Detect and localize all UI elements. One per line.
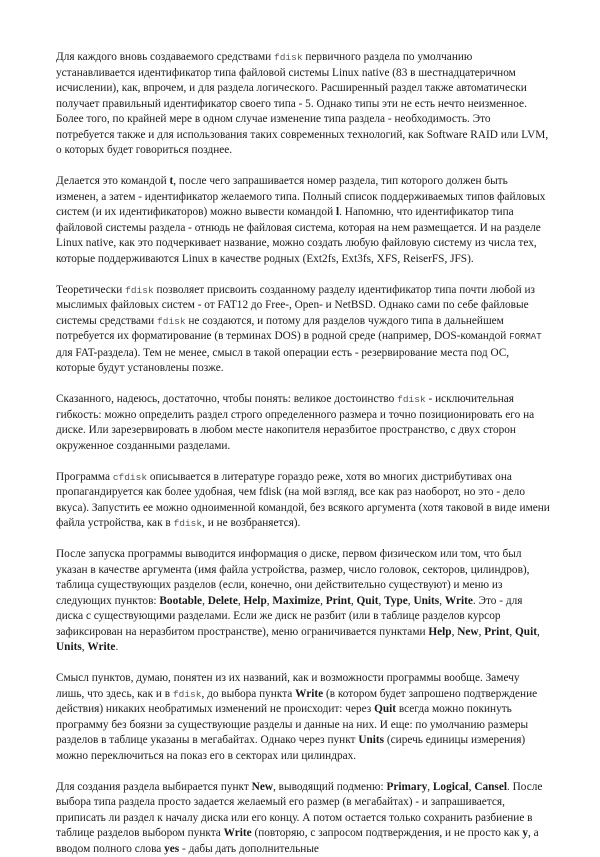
bold-term: Quit xyxy=(374,703,396,715)
bold-term: Write xyxy=(295,688,323,700)
text-run: , xyxy=(82,641,88,653)
text-run: . После выбора типа раздела просто задается желаемый его размер (в мегабайтах) - и запрашивается, приписать ли раздел к началу диска или его концу. А потом остается только сохранить разбиение в таблице разделов выбором пункта xyxy=(56,781,542,840)
bold-term: Units xyxy=(56,641,82,653)
paragraph-6 xyxy=(56,547,550,656)
text-run: Для создания раздела выбирается пункт xyxy=(56,781,252,793)
command-name: fdisk xyxy=(173,689,202,700)
bold-term: Cansel xyxy=(474,781,507,793)
bold-term: Quit xyxy=(357,595,379,607)
text-run: Теоретически xyxy=(56,284,125,296)
text-run: первичного раздела по умолчанию устанавливается идентификатор типа файловой системы Linux native (83 в шестнадцатеричном исчислении), как, впрочем, и для раздела логического. Расширенный раздел также автоматически получает правильный идентификатор своего типа - 5. Однако типы эти не есть нечто неизменное. Более того, по крайней мере в одном случае изменение типа раздела - необходимость. Это потребуется также и для использования таких современных технологий, как Software RAID или LVM, о которых будет говориться позднее. xyxy=(56,51,548,156)
text-run: , xyxy=(427,781,433,793)
text-run: позволяет присвоить созданному разделу идентификатор типа почти любой из мыслимых файловых систем - от FAT12 до Free-, Open- и NetBSD. Однако сами по себе файловые системы средствами xyxy=(56,284,535,327)
text-run: - исключительная гибкость: можно определить раздел строго определенного размера и точно позиционировать его на диске. Или зарезервировать в любом месте накопителя неразбитое пространство, с двух сторон окруженное созданными разделами. xyxy=(56,393,534,452)
text-run: , xyxy=(452,626,458,638)
bold-term: New xyxy=(252,781,273,793)
text-run: Делается это командой xyxy=(56,175,170,187)
text-run: , до выбора пункта xyxy=(201,688,295,700)
bold-term: l xyxy=(336,206,339,218)
text-run: . Напомню, что идентификатор типа файловой системы раздела - отнюдь не файловая система, которая на нем размещается. И на разделе Linux native, как это подчеркивает название, можно создать любую файловую систему из числа тех, которые поддерживаются Linux в качестве родных (Ext2fs, Ext3fs, XFS, ReiserFS, JFS). xyxy=(56,206,541,265)
bold-term: Logical xyxy=(433,781,469,793)
paragraph-7 xyxy=(56,671,550,764)
bold-term: Bootable xyxy=(159,595,202,607)
text-run: , xyxy=(479,626,485,638)
paragraph-8 xyxy=(56,780,550,857)
text-run: , и не возбраняется). xyxy=(202,517,300,529)
text-run: всегда можно покинуть программу без боязни за существующие разделы и данные на них. И еще: по умолчанию размеры разделов в таблице указаны в мегабайтах. Однако через пункт xyxy=(56,703,528,746)
bold-term: Write xyxy=(87,641,115,653)
text-run: , xyxy=(537,626,540,638)
text-run: Смысл пунктов, думаю, понятен из их названий, как и возможности программы вообще. Замечу лишь, что здесь, как и в xyxy=(56,672,520,700)
paragraph-5 xyxy=(56,470,550,532)
bold-term: Primary xyxy=(386,781,427,793)
text-run: , xyxy=(267,595,273,607)
text-run: , xyxy=(202,595,208,607)
bold-term: Write xyxy=(445,595,473,607)
command-name: FORMAT xyxy=(509,332,541,342)
paragraph-4 xyxy=(56,392,550,454)
text-run: для FAT-раздела). Тем не менее, смысл в такой операции есть - резервирование места под ОС, которые будут установлены позже. xyxy=(56,347,509,375)
bold-term: y xyxy=(522,827,528,839)
text-run: , xyxy=(439,595,445,607)
text-run: , xyxy=(378,595,384,607)
command-name: fdisk xyxy=(274,52,303,63)
text-run: Для каждого вновь создаваемого средствами xyxy=(56,51,274,63)
text-run: - дабы дать дополнительные xyxy=(179,843,319,855)
paragraph-2 xyxy=(56,174,550,267)
bold-term: Help xyxy=(428,626,451,638)
text-run: Программа xyxy=(56,471,113,483)
bold-term: yes xyxy=(164,843,179,855)
bold-term: Delete xyxy=(208,595,238,607)
text-run: , xyxy=(469,781,475,793)
text-run: , а вводом полного слова xyxy=(56,827,539,855)
text-run: , xyxy=(238,595,244,607)
command-name: fdisk xyxy=(174,518,203,529)
text-run: После запуска программы выводится информация о диске, первом физическом или том, что был указан в качестве аргумента (имя файла устройства, размер, число головок, секторов, цилиндров), таблица существующих разделов (если, конечно, они действительно существуют) и меню из следующих пунктов: xyxy=(56,548,530,607)
text-run: , выводящий подменю: xyxy=(273,781,386,793)
bold-term: Print xyxy=(484,626,509,638)
paragraph-3 xyxy=(56,283,550,377)
text-run: (повторяю, с запросом подтверждения, и не просто как xyxy=(252,827,523,839)
text-run: . Это - для диска с существующими разделами. Если же диск не разбит (или в таблице разделов курсор зафиксирован на неразбитом пространстве), меню ограничивается пунктами xyxy=(56,595,522,638)
bold-term: New xyxy=(457,626,478,638)
text-run: , xyxy=(320,595,326,607)
text-run: . xyxy=(115,641,118,653)
bold-term: Print xyxy=(326,595,351,607)
text-run: , после чего запрашивается номер раздела, тип которого должен быть изменен, а затем - идентификатор желаемого типа. Полный список поддерживаемых типов файловых систем (и их идентификаторов) можно вывести командой xyxy=(56,175,545,218)
command-name: cfdisk xyxy=(113,472,147,483)
command-name: fdisk xyxy=(157,316,186,327)
paragraph-1 xyxy=(56,50,550,159)
bold-term: t xyxy=(170,175,174,187)
text-run: , xyxy=(408,595,414,607)
command-name: fdisk xyxy=(397,394,426,405)
bold-term: Maximize xyxy=(272,595,320,607)
text-run: , xyxy=(509,626,515,638)
text-run: (в котором будет запрошено подтверждение действия) никаких необратимых изменений не происходит: через xyxy=(56,688,537,716)
text-run: , xyxy=(351,595,357,607)
text-run: (сиречь единицы измерения) можно переключиться на показ его в секторах или цилиндрах. xyxy=(56,734,525,762)
text-run: Сказанного, надеюсь, достаточно, чтобы понять: великое достоинство xyxy=(56,393,397,405)
bold-term: Write xyxy=(224,827,252,839)
bold-term: Quit xyxy=(515,626,537,638)
command-name: fdisk xyxy=(125,285,154,296)
text-run: описывается в литературе гораздо реже, хотя во многих дистрибутивах она пропагандируется как более удобная, чем fdisk (на мой взгляд, все как раз наоборот, но это - дело вкуса). Запустить ее можно одноименной командой, без всякого аргумента (хотя таковой в виде имени файла устройства, как в xyxy=(56,471,550,530)
bold-term: Units xyxy=(358,734,384,746)
text-run: не создаются, и потому для разделов чуждого типа в дальнейшем потребуется их форматирование (в терминах DOS) в родной среде (например, DOS-командой xyxy=(56,315,509,343)
bold-term: Type xyxy=(384,595,408,607)
bold-term: Units xyxy=(413,595,439,607)
bold-term: Help xyxy=(244,595,267,607)
